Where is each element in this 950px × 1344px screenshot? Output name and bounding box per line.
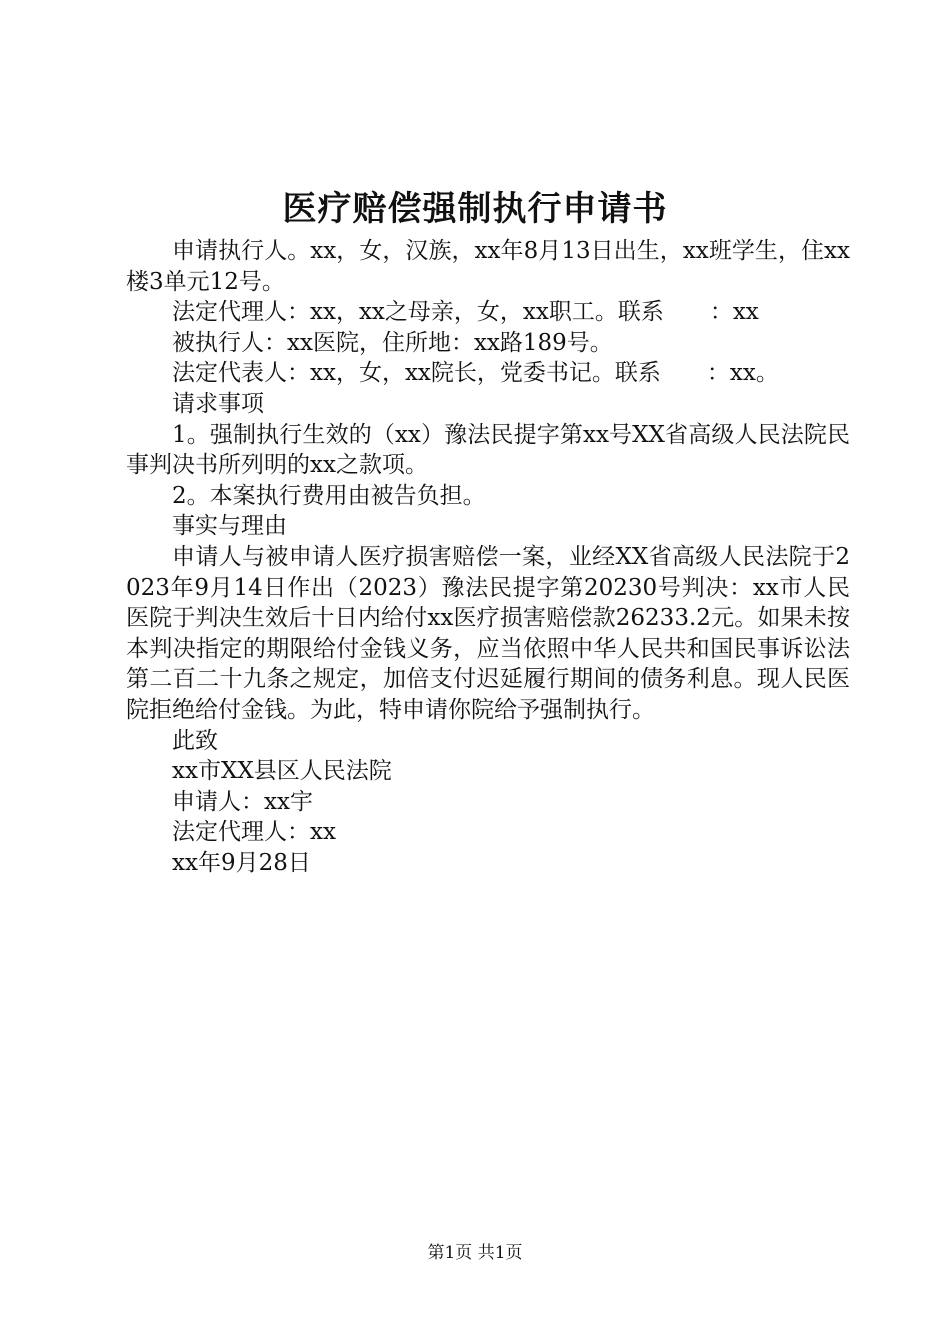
document-body — [126, 236, 850, 878]
facts-paragraph: 申请人与被申请人医疗损害赔偿一案，业经XX省高级人民法院于2023年9月14日作出（2023）豫法民提字第20230号判决：xx市人民医院于判决生效后十日内给付xx医疗损害赔偿款26233.2元。如果未按本判决指定的期限给付金钱义务，应当依照中华人民共和国民事诉讼法第二百二十九条之规定，加倍支付迟延履行期间的债务利息。现人民医院拒绝给付金钱。为此，特申请你院给予强制执行。 — [126, 543, 850, 723]
signature-legal-agent: 法定代理人：xx — [172, 819, 336, 846]
addressee-court: xx市XX县区人民法院 — [172, 758, 392, 785]
legal-representative-paragraph: 法定代表人：xx，女，xx院长，党委书记。联系 ：xx。 — [172, 360, 779, 387]
requests-heading: 请求事项 — [172, 390, 264, 417]
applicant-paragraph: 申请执行人。xx，女，汉族，xx年8月13日出生，xx班学生，住xx楼3单元12号。 — [126, 238, 850, 295]
signature-applicant: 申请人：xx宇 — [172, 788, 313, 815]
legal-agent-paragraph: 法定代理人：xx，xx之母亲，女，xx职工。联系 ：xx — [172, 299, 759, 326]
respondent-paragraph: 被执行人：xx医院，住所地：xx路189号。 — [172, 329, 613, 356]
page-footer: 第1页 共1页 — [427, 1243, 523, 1263]
document-title: 医疗赔偿强制执行申请书 — [282, 189, 668, 229]
signature-date: xx年9月28日 — [172, 849, 311, 876]
salutation: 此致 — [172, 727, 218, 754]
facts-heading: 事实与理由 — [172, 513, 287, 540]
request-item-1: 1。强制执行生效的（xx）豫法民提字第xx号XX省高级人民法院民事判决书所列明的xx之款项。 — [126, 421, 850, 479]
request-item-2: 2。本案执行费用由被告负担。 — [172, 482, 486, 509]
